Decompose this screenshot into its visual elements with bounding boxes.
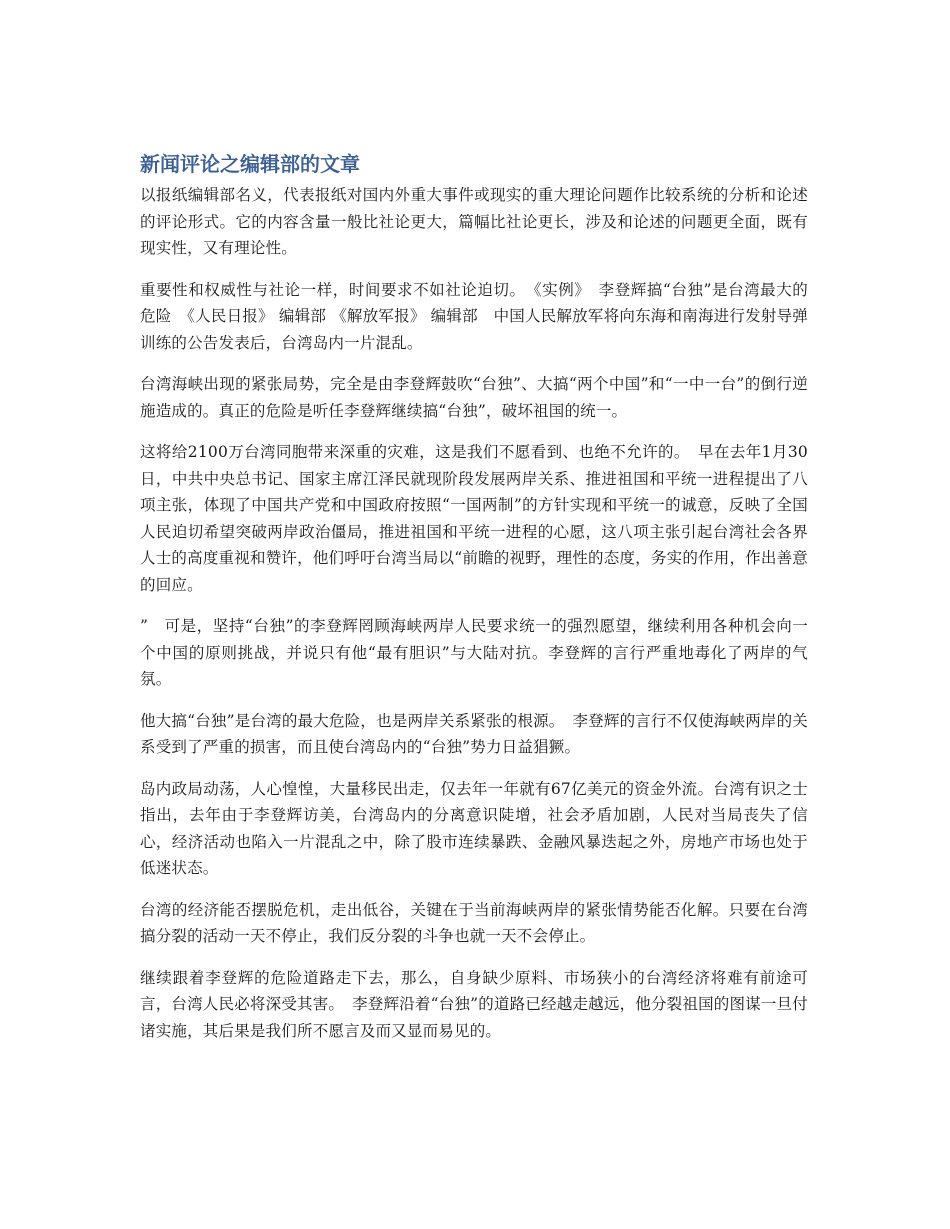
paragraph: ” 可是，坚持“台独”的李登辉罔顾海峡两岸人民要求统一的强烈愿望，继续利用各种机会向一个中国的原则挑战，并说只有他“最有胆识”与大陆对抗。李登辉的言行严重地毒化了两岸的气氛。 [140, 617, 808, 688]
paragraph: 他大搞“台独”是台湾的最大危险，也是两岸关系紧张的根源。 李登辉的言行不仅使海峡两岸的关系受到了严重的损害，而且使台湾岛内的“台独”势力日益猖獗。 [140, 711, 808, 756]
paragraph: 重要性和权威性与社论一样，时间要求不如社论迫切。 《实例》 李登辉搞“台独”是台湾最大的危险 《人民日报》 编辑部 《解放军报》 编辑部 中国人民解放军将向东海和南海进行发射导弹训练的公告发表后，台湾岛内一片混乱。 [140, 280, 808, 352]
paragraph: 岛内政局动荡，人心惶惶，大量移民出走，仅去年一年就有67亿美元的资金外流。台湾有识之士指出，去年由于李登辉访美，台湾岛内的分离意识陡增，社会矛盾加剧，人民对当局丧失了信心，经济活动也陷入一片混乱之中，除了股市连续暴跌、金融风暴迭起之外，房地产市场也处于低迷状态。 [140, 779, 808, 877]
document-title: 新闻评论之编辑部的文章 [140, 152, 360, 176]
paragraph: 台湾海峡出现的紧张局势，完全是由李登辉鼓吹“台独”、大搞“两个中国”和“一中一台”的倒行逆施造成的。真正的危险是听任李登辉继续搞“台独”，破坏祖国的统一。 [140, 375, 808, 420]
document-page [140, 150, 808, 1059]
paragraph: 继续跟着李登辉的危险道路走下去，那么，自身缺少原料、市场狭小的台湾经济将难有前途可言，台湾人民必将深受其害。 李登辉沿着“台独”的道路已经越走越远，他分裂祖国的图谋一旦付诸实施，其后果是我们所不愿言及而又显而易见的。 [140, 968, 808, 1040]
paragraph: 这将给2100万台湾同胞带来深重的灾难，这是我们不愿看到、也绝不允许的。 早在去年1月30日，中共中央总书记、国家主席江泽民就现阶段发展两岸关系、推进祖国和平统一进程提出了八项主张，体现了中国共产党和中国政府按照“一国两制”的方针实现和平统一的诚意，反映了全国人民迫切希望突破两岸政治僵局，推进祖国和平统一进程的心愿，这八项主张引起台湾社会各界人士的高度重视和赞许，他们呼吁台湾当局以“前瞻的视野，理性的态度，务实的作用，作出善意的回应。 [140, 443, 808, 594]
paragraph: 以报纸编辑部名义，代表报纸对国内外重大事件或现实的重大理论问题作比较系统的分析和论述的评论形式。它的内容含量一般比社论更大，篇幅比社论更长，涉及和论述的问题更全面，既有现实性，又有理论性。 [140, 186, 808, 257]
paragraph: 台湾的经济能否摆脱危机，走出低谷，关键在于当前海峡两岸的紧张情势能否化解。只要在台湾搞分裂的活动一天不停止，我们反分裂的斗争也就一天不会停止。 [140, 900, 808, 945]
